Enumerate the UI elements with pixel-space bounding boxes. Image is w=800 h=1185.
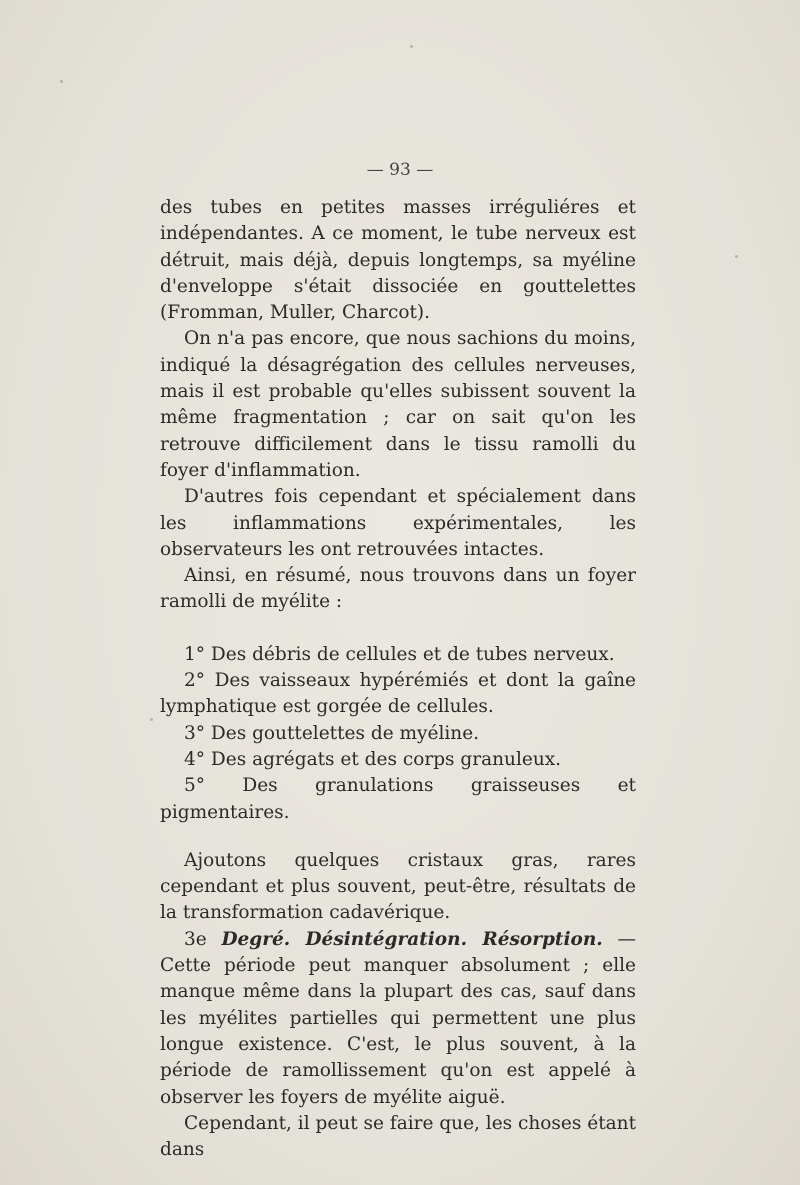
list-text: Des débris de cellules et de tubes nerveux.: [210, 643, 615, 665]
list-text: Des gouttelettes de myéline.: [210, 722, 480, 744]
list-text: Des granulations graisseuses et pigmentaires.: [160, 775, 636, 823]
paper-speck: [735, 255, 738, 258]
degree-text: — Cette période peut manquer absolument ; elle manque même dans la plupart des cas, sauf dans les myélites partielles qui permettent une plus longue existence. C'est, le plus souvent, à la période de ramollissement qu'on est appelé à observer les foyers de myélite aiguë.: [160, 928, 636, 1108]
spacer: [160, 616, 636, 642]
paper-speck: [410, 45, 413, 48]
paragraph-5: Ajoutons quelques cristaux gras, rares cependant et plus souvent, peut-être, résultats de la transformation cadavérique.: [160, 849, 636, 924]
list-text: Des vaisseaux hypérémiés et dont la gaîne lymphatique est gorgée de cellules.: [160, 670, 636, 718]
list-number: 5°: [184, 775, 206, 797]
list-item: [160, 668, 636, 721]
page-body: [160, 195, 636, 1163]
paper-speck: [60, 80, 63, 83]
list-text: Des agrégats et des corps granuleux.: [210, 748, 562, 770]
page-number: — 93 —: [366, 160, 434, 180]
degree-heading: Degré. Désintégration. Résorption.: [221, 928, 603, 950]
paragraph-1: des tubes en petites masses irréguliéres et indépendantes. A ce moment, le tube nerveux est détruit, mais déjà, depuis longtemps, sa myéline d'enveloppe s'était dissociée en gouttelettes (Fromman, Muller, Charcot).: [160, 197, 636, 324]
list-item: [160, 642, 636, 668]
paragraph-4: Ainsi, en résumé, nous trouvons dans un foyer ramolli de myélite :: [160, 565, 636, 613]
findings-list: [160, 642, 636, 826]
degree-paragraph: [160, 927, 636, 1111]
list-item: [160, 721, 636, 747]
list-number: 2°: [184, 670, 206, 692]
degree-number: 3e: [184, 928, 207, 950]
list-number: 1°: [184, 643, 206, 665]
list-item: [160, 747, 636, 773]
paper-speck: [150, 718, 153, 721]
list-number: 4°: [184, 748, 206, 770]
spacer: [160, 826, 636, 848]
paragraph-2: On n'a pas encore, que nous sachions du moins, indiqué la désagrégation des cellules nerveuses, mais il est probable qu'elles subissent souvent la même fragmentation ; car on sait qu'on les retrouve difficilement dans le tissu ramolli du foyer d'inflammation.: [160, 328, 636, 481]
list-number: 3°: [184, 722, 206, 744]
paragraph-3: D'autres fois cependant et spécialement dans les inflammations expérimentales, les observateurs les ont retrouvées intactes.: [160, 486, 636, 560]
list-item: [160, 773, 636, 826]
paragraph-last: Cependant, il peut se faire que, les choses étant dans: [160, 1112, 637, 1161]
